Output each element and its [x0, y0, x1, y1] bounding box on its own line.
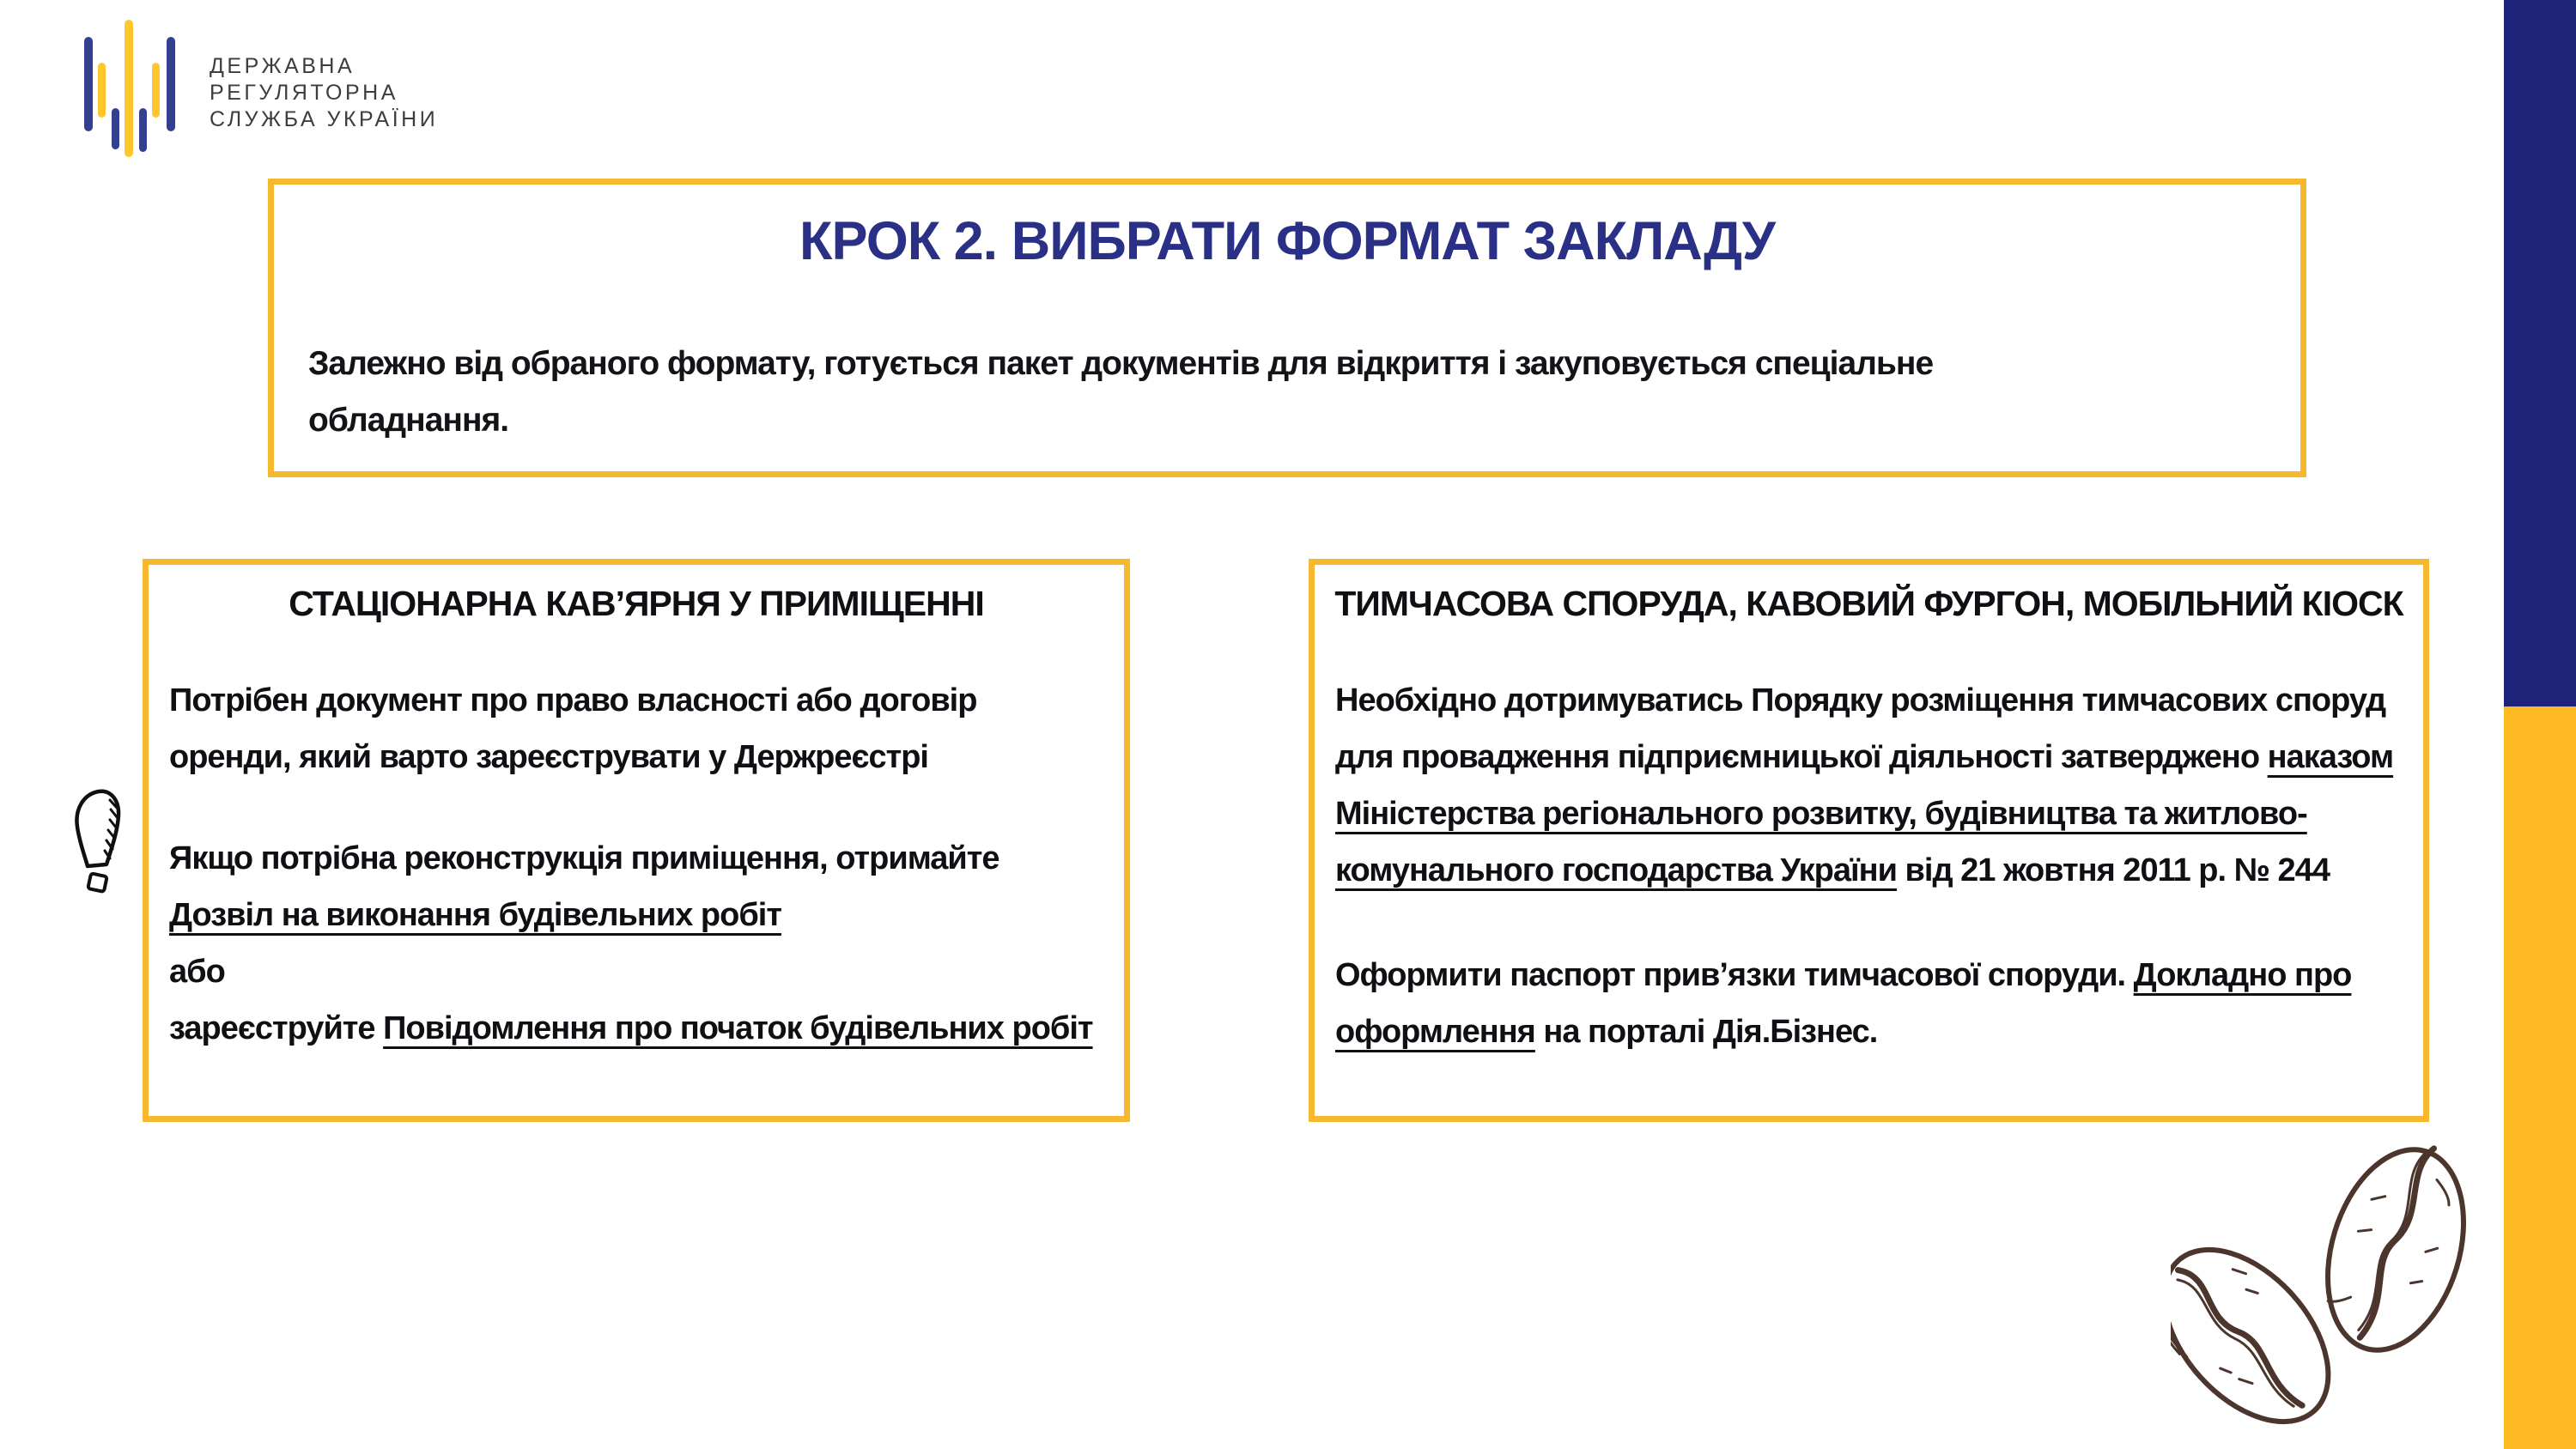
paragraph-reconstruction [169, 830, 1103, 1057]
text-segment: зареєструйте [169, 1010, 384, 1046]
text-segment: або [169, 954, 225, 990]
org-name-line: ДЕРЖАВНА [210, 54, 355, 78]
step-description: Залежно від обраного формату, готується пакет документів для відкриття і закуповується спеціальне обладнання. [308, 345, 1934, 439]
construction-permit-link[interactable]: Дозвіл на виконання будівельних робіт [169, 897, 781, 933]
paragraph-placement-order [1335, 672, 2403, 899]
text-segment: Оформити паспорт прив’язки тимчасової споруди. [1335, 957, 2134, 993]
card-body [149, 672, 1124, 1057]
card-title: СТАЦІОНАРНА КАВ’ЯРНЯ У ПРИМІЩЕННІ [289, 584, 984, 623]
text-segment: від 21 жовтня 2011 р. № 244 [1896, 852, 2330, 888]
registration-details-link[interactable]: Докладно про оформлення [1335, 957, 2352, 1050]
card-temporary-structure [1309, 559, 2429, 1122]
step-title-box [268, 179, 2306, 477]
org-name-line: СЛУЖБА УКРАЇНИ [210, 107, 439, 131]
page-title: КРОК 2. ВИБРАТИ ФОРМАТ ЗАКЛАДУ [799, 211, 1775, 271]
construction-notice-link[interactable]: Повідомлення про початок будівельних робіт [383, 1010, 1093, 1046]
card-title: ТИМЧАСОВА СПОРУДА, КАВОВИЙ ФУРГОН, МОБІЛЬНИЙ КІОСК [1334, 584, 2403, 623]
paragraph-ownership: Потрібен документ про право власності або договір оренди, який варто зареєструвати у Держреєстрі [169, 682, 977, 775]
trident-bars-logo-icon [79, 15, 182, 163]
text-segment: на порталі Дія.Бізнес. [1534, 1014, 1878, 1050]
text-segment: Необхідно дотримуватись Порядку розміщення тимчасових споруд для провадження підприємницької діяльності затверджено [1335, 682, 2386, 775]
org-name-line: РЕГУЛЯТОРНА [210, 81, 398, 105]
paragraph-passport [1335, 947, 2403, 1060]
text-segment: Якщо потрібна реконструкція приміщення, отримайте [169, 840, 999, 876]
edge-strip-blue [2504, 0, 2576, 706]
org-logo [79, 15, 438, 163]
edge-accent-strip [2504, 0, 2576, 1449]
exclamation-mark-icon [65, 786, 137, 900]
edge-strip-yellow [2504, 706, 2576, 1449]
org-name [210, 53, 438, 133]
card-body [1315, 672, 2423, 1060]
card-stationary-cafe [143, 559, 1130, 1122]
coffee-beans-icon [2171, 1140, 2507, 1449]
ministry-order-link[interactable]: наказом Міністерства регіонального розвитку, будівництва та житлово-комунального господарства України [1335, 739, 2394, 888]
